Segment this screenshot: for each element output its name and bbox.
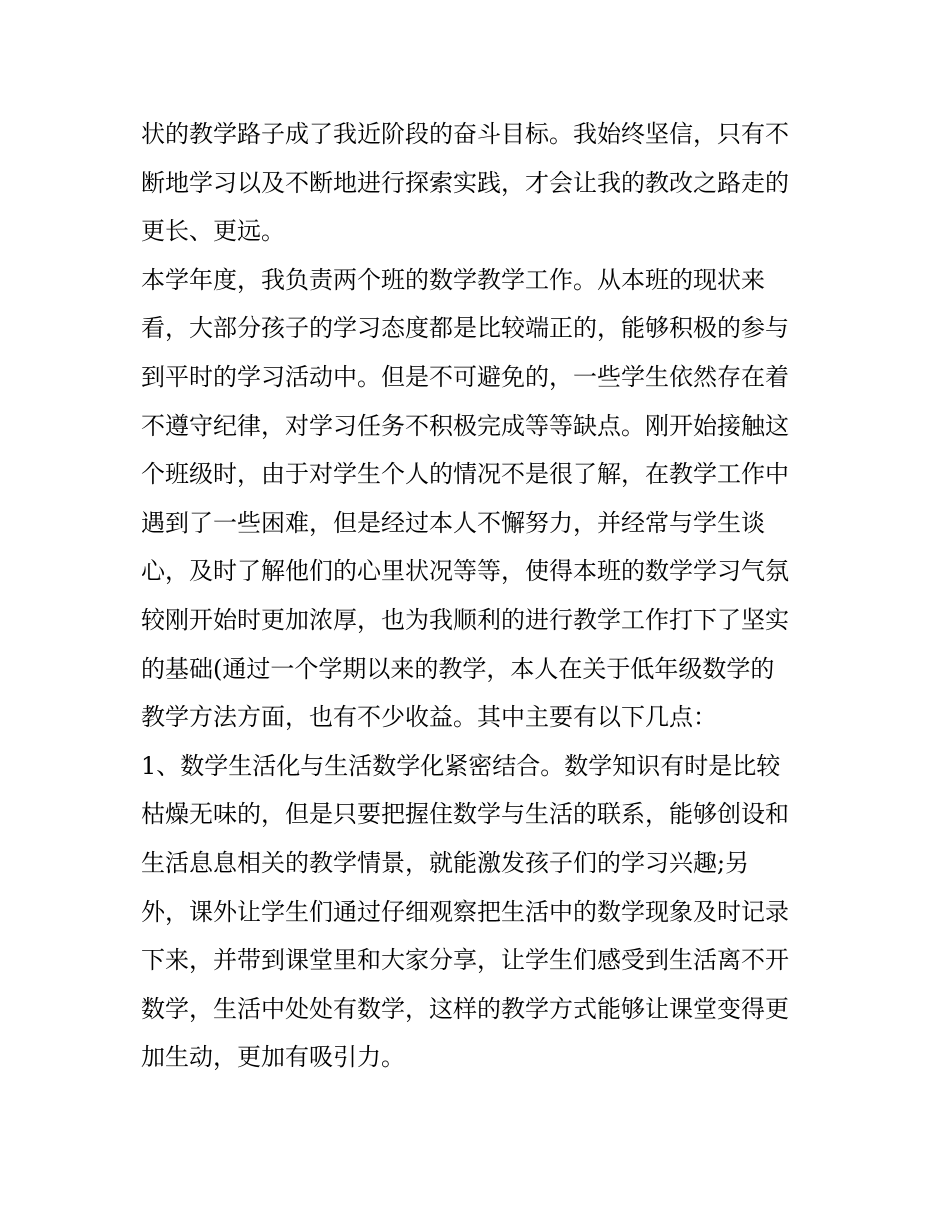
text-line: 外，课外让学生们通过仔细观察把生活中的数学现象及时记录 bbox=[141, 897, 789, 926]
text-line: 看，大部分孩子的学习态度都是比较端正的，能够积极的参与 bbox=[141, 314, 789, 343]
text-line: 教学方法方面，也有不少收益。其中主要有以下几点： bbox=[141, 703, 717, 732]
text-line: 状的教学路子成了我近阶段的奋斗目标。我始终坚信，只有不 bbox=[141, 120, 789, 148]
text-line: 不遵守纪律，对学习任务不积极完成等等缺点。刚开始接触这 bbox=[141, 411, 789, 440]
text-line: 遇到了一些困难，但是经过本人不懈努力，并经常与学生谈 bbox=[141, 508, 765, 537]
text-line: 较刚开始时更加浓厚，也为我顺利的进行教学工作打下了坚实 bbox=[141, 605, 789, 634]
text-line: 生活息息相关的教学情景，就能激发孩子们的学习兴趣;另 bbox=[141, 848, 750, 877]
text-line: 枯燥无味的，但是只要把握住数学与生活的联系，能够创设和 bbox=[141, 800, 789, 829]
text-line: 1、数学生活化与生活数学化紧密结合。数学知识有时是比较 bbox=[141, 751, 781, 780]
text-line: 下来，并带到课堂里和大家分享，让学生们感受到生活离不开 bbox=[141, 946, 789, 975]
text-line: 加生动，更加有吸引力。 bbox=[141, 1043, 405, 1072]
text-line: 心，及时了解他们的心里状况等等，使得本班的数学学习气氛 bbox=[141, 557, 789, 586]
body-text bbox=[141, 110, 821, 1082]
text-line: 到平时的学习活动中。但是不可避免的，一些学生依然存在着 bbox=[141, 362, 789, 391]
text-line: 本学年度，我负责两个班的数学教学工作。从本班的现状来 bbox=[141, 265, 765, 294]
text-line: 数学，生活中处处有数学，这样的教学方式能够让课堂变得更 bbox=[141, 994, 789, 1023]
text-line: 个班级时，由于对学生个人的情况不是很了解，在教学工作中 bbox=[141, 460, 789, 489]
text-line: 的基础(通过一个学期以来的教学，本人在关于低年级数学的 bbox=[141, 654, 775, 683]
text-line: 断地学习以及不断地进行探索实践，才会让我的教改之路走的 bbox=[141, 168, 789, 197]
text-line: 更长、更远。 bbox=[141, 217, 285, 246]
